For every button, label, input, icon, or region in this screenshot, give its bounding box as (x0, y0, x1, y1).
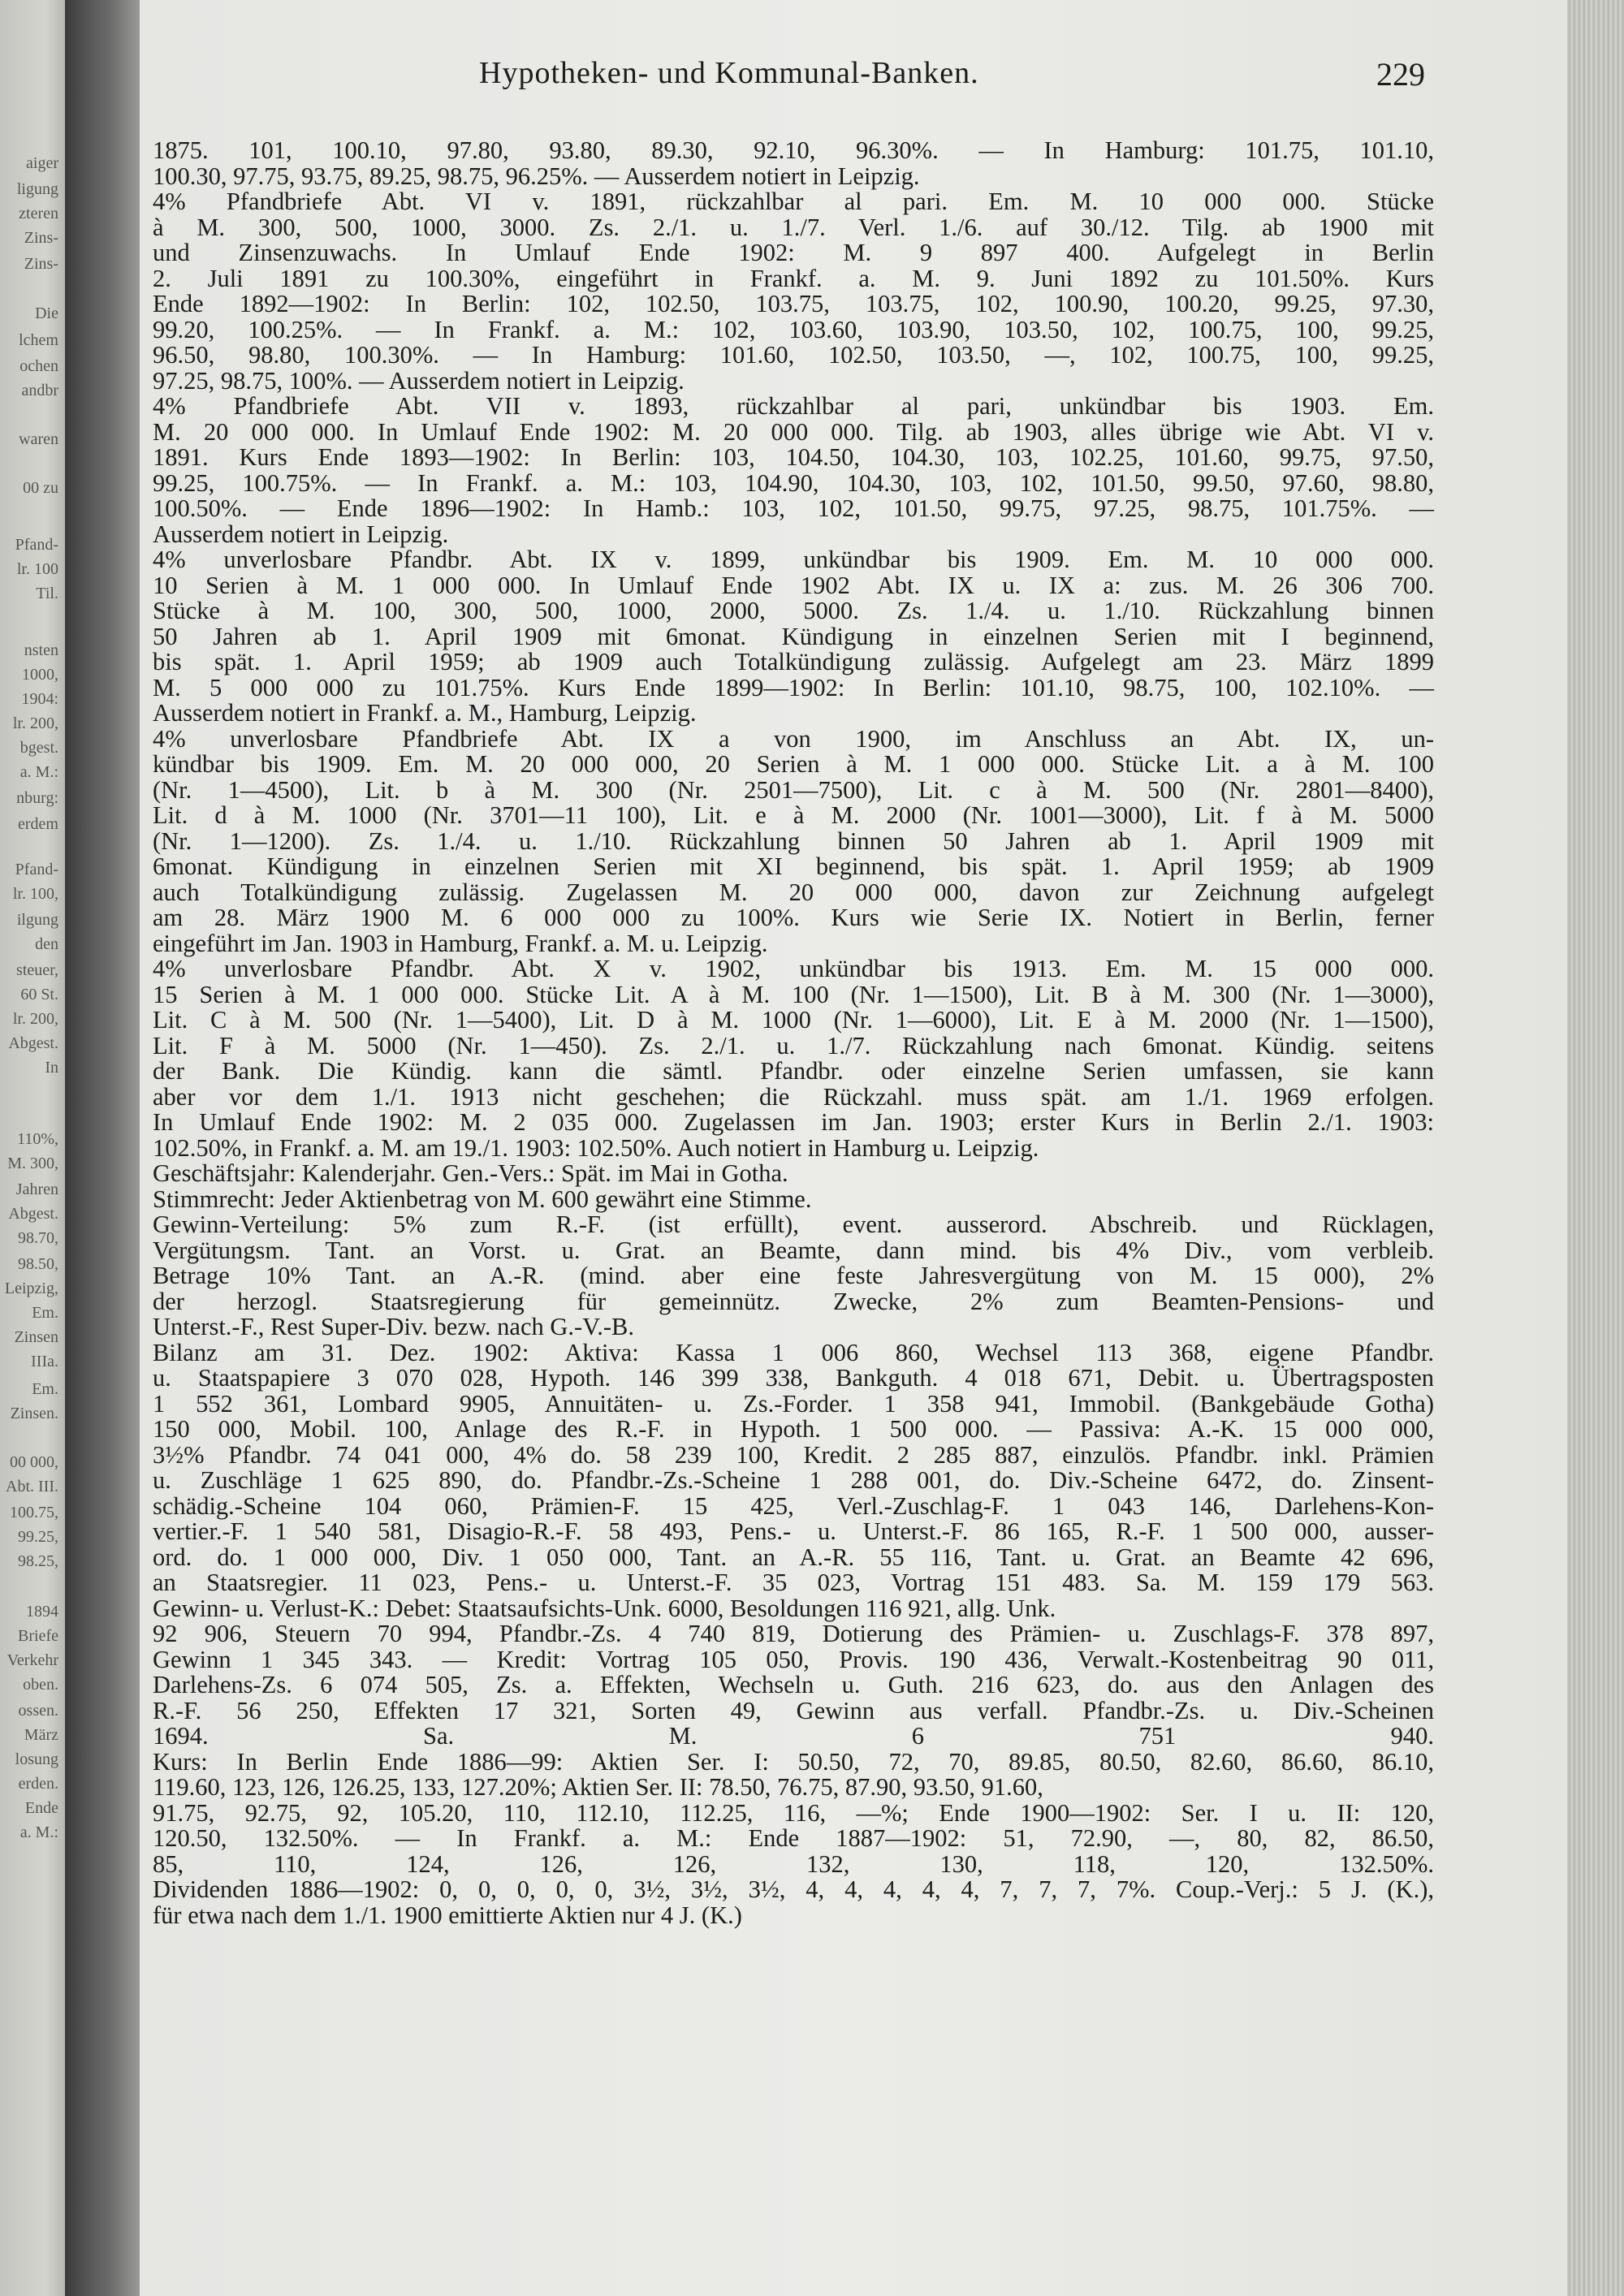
margin-fragment: lr. 100, (12, 885, 58, 903)
margin-fragment: In (45, 1059, 58, 1077)
margin-fragment: ilgung (16, 911, 58, 929)
text-line: Stimmrecht: Jeder Aktienbetrag von M. 600 gewährt eine Stimme. (153, 1185, 812, 1213)
margin-fragment: erdem (18, 815, 58, 833)
text-line: für etwa nach dem 1./1. 1900 emittierte Aktien nur 4 J. (K.) (153, 1901, 742, 1929)
margin-fragment: 98.25, (18, 1552, 58, 1570)
margin-fragment: Verkehr (6, 1651, 58, 1669)
text-line: 4% unverlosbare Pfandbriefe Abt. IX a von 1900, im Anschluss an Abt. IX, un- (153, 724, 1434, 753)
text-line: und Zinsenzuwachs. In Umlauf Ende 1902: M. 9 897 400. Aufgelegt in Berlin (153, 239, 1434, 266)
text-line: 3½% Pfandbr. 74 041 000, 4% do. 58 239 100, Kredit. 2 285 887, einzulös. Pfandbr. inkl. Prämien (153, 1440, 1434, 1469)
text-line: 92 906, Steuern 70 994, Pfandbr.-Zs. 4 740 819, Dotierung des Prämien- u. Zuschlags-F. 378 897, (153, 1620, 1434, 1647)
text-line: Darlehens-Zs. 6 074 505, Zs. a. Effekten, Wechseln u. Guth. 216 623, do. aus den Anlagen des (153, 1671, 1434, 1698)
text-line: R.-F. 56 250, Effekten 17 321, Sorten 49, Gewinn aus verfall. Pfandbr.-Zs. u. Div.-Scheinen (153, 1696, 1434, 1724)
text-line: 119.60, 123, 126, 126.25, 133, 127.20%; Aktien Ser. II: 78.50, 76.75, 87.90, 93.50, 91.60, (153, 1773, 1043, 1801)
text-line: 96.50, 98.80, 100.30%. — In Hamburg: 101.60, 102.50, 103.50, —, 102, 100.75, 100, 99.25, (153, 341, 1434, 369)
text-line: 99.20, 100.25%. — In Frankf. a. M.: 102, 103.60, 103.90, 103.50, 102, 100.75, 100, 99.25, (153, 315, 1434, 343)
text-line: 6monat. Kündigung in einzelnen Serien mit XI beginnend, bis spät. 1. April 1959; ab 1909 (153, 852, 1434, 880)
margin-fragment: Pfand- (15, 536, 58, 554)
margin-fragment: IIIa. (31, 1353, 58, 1370)
margin-fragment: 98.70, (18, 1229, 58, 1247)
text-line: 2. Juli 1891 zu 100.30%, eingeführt in Frankf. a. M. 9. Juni 1892 zu 101.50%. Kurs (153, 264, 1434, 292)
margin-fragment: 99.25, (18, 1528, 58, 1546)
text-line: 102.50%, in Frankf. a. M. am 19./1. 1903: 102.50%. Auch notiert in Hamburg u. Leipzig. (153, 1133, 1039, 1162)
text-line: am 28. März 1900 M. 6 000 000 zu 100%. Kurs wie Serie IX. Notiert in Berlin, ferner (153, 904, 1434, 931)
margin-fragment: 1904: (21, 690, 58, 708)
book-spine (65, 0, 140, 2296)
margin-fragment: Zinsen (14, 1328, 58, 1346)
margin-fragment: oben. (23, 1676, 58, 1694)
margin-fragment: lr. 200, (12, 1010, 58, 1028)
page-edges (1567, 0, 1624, 2296)
text-line: (Nr. 1—1200). Zs. 1./4. u. 1./10. Rückzahlung binnen 50 Jahren ab 1. April 1909 mit (153, 826, 1434, 855)
page-number: 229 (1376, 56, 1425, 93)
text-line: 99.25, 100.75%. — In Frankf. a. M.: 103, 104.90, 104.30, 103, 102, 101.50, 99.50, 97.60, 98.80, (153, 468, 1434, 497)
margin-fragment: erden. (18, 1775, 58, 1793)
text-line: à M. 300, 500, 1000, 3000. Zs. 2./1. u. 1./7. Verl. 1./6. auf 30./12. Tilg. ab 1900 mit (153, 213, 1434, 241)
text-line: an Staatsregier. 11 023, Pens.- u. Unterst.-F. 35 023, Vortrag 151 483. Sa. M. 159 179 563. (153, 1569, 1434, 1596)
text-line: Betrage 10% Tant. an A.-R. (mind. aber eine feste Jahresvergütung von M. 15 000), 2% (153, 1262, 1434, 1289)
text-line: eingeführt im Jan. 1903 in Hamburg, Frankf. a. M. u. Leipzig. (153, 929, 768, 957)
body-text (153, 138, 1434, 1928)
text-line: 1875. 101, 100.10, 97.80, 93.80, 89.30, 92.10, 96.30%. — In Hamburg: 101.75, 101.10, (153, 136, 1434, 164)
text-line: Vergütungsm. Tant. an Vorst. u. Grat. an Beamte, dann mind. bis 4% Div., vom verbleib. (153, 1236, 1434, 1264)
margin-fragment: a. M.: (19, 1823, 58, 1841)
text-line: Lit. C à M. 500 (Nr. 1—5400), Lit. D à M. 1000 (Nr. 1—6000), Lit. E à M. 2000 (Nr. 1—1500), (153, 1006, 1434, 1034)
margin-fragment: 98.50, (18, 1255, 58, 1273)
text-line: Kurs: In Berlin Ende 1886—99: Aktien Ser. I: 50.50, 72, 70, 89.85, 80.50, 82.60, 86.60, 86.10, (153, 1747, 1434, 1776)
text-line: (Nr. 1—4500), Lit. b à M. 300 (Nr. 2501—7500), Lit. c à M. 500 (Nr. 2801—8400), (153, 775, 1434, 804)
margin-fragment: 00 000, (10, 1453, 58, 1471)
margin-fragment: den (35, 935, 58, 953)
text-line: Gewinn-Verteilung: 5% zum R.-F. (ist erfüllt), event. ausserord. Abschreib. und Rücklagen, (153, 1211, 1434, 1238)
margin-fragment: Abgest. (8, 1034, 58, 1052)
adjacent-page-margin (0, 0, 65, 2296)
margin-fragment: nsten (24, 641, 58, 659)
text-line: In Umlauf Ende 1902: M. 2 035 000. Zugelassen im Jan. 1903; erster Kurs in Berlin 2./1. 1903: (153, 1108, 1434, 1136)
margin-fragment: Em. (32, 1380, 58, 1398)
margin-fragment: Jahren (15, 1180, 58, 1198)
text-line: 4% Pfandbriefe Abt. VII v. 1893, rückzahlbar al pari, unkündbar bis 1903. Em. (153, 392, 1434, 420)
text-line: der herzogl. Staatsregierung für gemeinnütz. Zwecke, 2% zum Beamten-Pensions- und (153, 1287, 1434, 1315)
text-line: Lit. F à M. 5000 (Nr. 1—450). Zs. 2./1. u. 1./7. Rückzahlung nach 6monat. Kündig. seitens (153, 1031, 1434, 1060)
margin-fragment: Em. (32, 1304, 58, 1322)
margin-fragment: a. M.: (19, 763, 58, 781)
text-line: 100.50%. — Ende 1896—1902: In Hamb.: 103, 102, 101.50, 99.75, 97.25, 98.75, 101.75%. — (153, 494, 1434, 522)
margin-fragment: Zinsen. (10, 1405, 58, 1422)
margin-fragment: Leipzig, (4, 1280, 58, 1297)
page-header (479, 55, 1425, 101)
text-line: 97.25, 98.75, 100%. — Ausserdem notiert in Leipzig. (153, 366, 685, 395)
margin-fragment: März (24, 1726, 58, 1744)
text-line: 4% Pfandbriefe Abt. VI v. 1891, rückzahlbar al pari. Em. M. 10 000 000. Stücke (153, 188, 1434, 215)
text-line: 4% unverlosbare Pfandbr. Abt. IX v. 1899, unkündbar bis 1909. Em. M. 10 000 000. (153, 546, 1434, 573)
margin-fragment: lr. 100 (16, 560, 58, 578)
margin-fragment: andbr (21, 382, 58, 399)
margin-fragment: Zins- (24, 255, 58, 273)
margin-fragment: ochen (19, 357, 58, 375)
text-line: M. 20 000 000. In Umlauf Ende 1902: M. 20 000 000. Tilg. ab 1903, alles übrige wie Abt. VI v. (153, 417, 1434, 446)
margin-fragment: Til. (36, 585, 58, 602)
margin-fragment: nburg: (16, 789, 58, 807)
text-line: M. 5 000 000 zu 101.75%. Kurs Ende 1899—1902: In Berlin: 101.10, 98.75, 100, 102.10%. — (153, 673, 1434, 701)
margin-fragment: ligung (16, 180, 58, 198)
text-line: aber vor dem 1./1. 1913 nicht geschehen; die Rückzahl. muss spät. am 1./1. 1969 erfolgen. (153, 1082, 1434, 1111)
text-line: 85, 110, 124, 126, 126, 132, 130, 118, 120, 132.50%. (153, 1849, 1434, 1878)
text-line: 100.30, 97.75, 93.75, 89.25, 98.75, 96.25%. — Ausserdem notiert in Leipzig. (153, 162, 920, 190)
text-line: schädig.-Scheine 104 060, Prämien-F. 15 425, Verl.-Zuschlag-F. 1 043 146, Darlehens-Kon- (153, 1491, 1434, 1520)
text-line: Dividenden 1886—1902: 0, 0, 0, 0, 0, 3½, 3½, 3½, 4, 4, 4, 4, 4, 7, 7, 7, 7%. Coup.-Verj.: 5 J. (K.), (153, 1875, 1434, 1903)
margin-fragment: Briefe (18, 1627, 58, 1645)
margin-fragment: waren (19, 430, 58, 448)
margin-fragment: aiger (26, 154, 58, 172)
text-line: Ende 1892—1902: In Berlin: 102, 102.50, 103.75, 103.75, 102, 100.90, 100.20, 99.25, 97.30, (153, 290, 1434, 317)
text-line: kündbar bis 1909. Em. M. 20 000 000, 20 Serien à M. 1 000 000. Stücke Lit. a à M. 100 (153, 750, 1434, 778)
text-line: ord. do. 1 000 000, Div. 1 050 000, Tant. an A.-R. 55 116, Tant. u. Grat. an Beamte 42 696, (153, 1543, 1434, 1571)
margin-fragment: 100.75, (10, 1504, 58, 1521)
text-line: Stücke à M. 100, 300, 500, 1000, 2000, 5000. Zs. 1./4. u. 1./10. Rückzahlung binnen (153, 597, 1434, 624)
margin-fragment: lchem (19, 331, 58, 349)
running-title: Hypotheken- und Kommunal-Banken. (479, 56, 979, 90)
margin-fragment: Die (35, 304, 58, 322)
margin-fragment: 110%, (17, 1130, 58, 1148)
text-line: 15 Serien à M. 1 000 000. Stücke Lit. A à M. 100 (Nr. 1—1500), Lit. B à M. 300 (Nr. 1—3000), (153, 980, 1434, 1008)
text-line: 1891. Kurs Ende 1893—1902: In Berlin: 103, 104.50, 104.30, 103, 102.25, 101.60, 99.75, 97.50, (153, 443, 1434, 471)
text-line: u. Zuschläge 1 625 890, do. Pfandbr.-Zs.-Scheine 1 288 001, do. Div.-Scheine 6472, do. Zinsent- (153, 1466, 1434, 1494)
text-line: der Bank. Die Kündig. kann die sämtl. Pfandbr. oder einzelne Serien umfassen, sie kann (153, 1057, 1434, 1085)
text-line: 120.50, 132.50%. — In Frankf. a. M.: Ende 1887—1902: 51, 72.90, —, 80, 82, 86.50, (153, 1824, 1434, 1852)
margin-fragment: losung (15, 1750, 58, 1768)
margin-fragment: 1894 (26, 1603, 58, 1621)
margin-fragment: steuer, (16, 961, 58, 979)
text-line: Unterst.-F., Rest Super-Div. bezw. nach G.-V.-B. (153, 1313, 635, 1340)
margin-fragment: 60 St. (20, 986, 58, 1003)
text-line: vertier.-F. 1 540 581, Disagio-R.-F. 58 493, Pens.- u. Unterst.-F. 86 165, R.-F. 1 500 000, ausser- (153, 1517, 1434, 1545)
text-line: 1 552 361, Lombard 9905, Annuitäten- u. Zs.-Forder. 1 358 941, Immobil. (Bankgebäude Gotha) (153, 1389, 1434, 1418)
text-line: 10 Serien à M. 1 000 000. In Umlauf Ende 1902 Abt. IX u. IX a: zus. M. 26 306 700. (153, 571, 1434, 599)
margin-fragment: 00 zu (23, 479, 58, 497)
text-line: 4% unverlosbare Pfandbr. Abt. X v. 1902, unkündbar bis 1913. Em. M. 15 000 000. (153, 955, 1434, 982)
text-line: 1694. Sa. M. 6 751 940. (153, 1722, 1434, 1750)
text-line: Gewinn- u. Verlust-K.: Debet: Staatsaufsichts-Unk. 6000, Besoldungen 116 921, allg. Unk. (153, 1594, 1056, 1622)
text-line: auch Totalkündigung zulässig. Zugelassen M. 20 000 000, davon zur Zeichnung aufgelegt (153, 878, 1434, 906)
text-line: bis spät. 1. April 1959; ab 1909 auch Totalkündigung zulässig. Aufgelegt am 23. März 1899 (153, 648, 1434, 675)
margin-fragment: lr. 200, (12, 714, 58, 732)
text-line: Ausserdem notiert in Leipzig. (153, 520, 449, 548)
text-line: Gewinn 1 345 343. — Kredit: Vortrag 105 050, Provis. 190 436, Verwalt.-Kostenbeitrag 90 011, (153, 1645, 1434, 1673)
text-line: Geschäftsjahr: Kalenderjahr. Gen.-Vers.: Spät. im Mai in Gotha. (153, 1159, 788, 1187)
margin-fragment: Abt. III. (6, 1478, 58, 1495)
margin-fragment: M. 300, (7, 1154, 58, 1172)
text-line: Lit. d à M. 1000 (Nr. 3701—11 100), Lit. e à M. 2000 (Nr. 1001—3000), Lit. f à M. 5000 (153, 801, 1434, 829)
margin-fragment: bgest. (19, 739, 58, 757)
margin-fragment: Abgest. (8, 1205, 58, 1223)
margin-fragment: Zins- (24, 229, 58, 247)
text-line: 50 Jahren ab 1. April 1909 mit 6monat. Kündigung in einzelnen Serien mit I beginnend, (153, 622, 1434, 650)
text-line: Ausserdem notiert in Frankf. a. M., Hamburg, Leipzig. (153, 699, 697, 727)
margin-fragment: zteren (19, 205, 58, 222)
margin-fragment: 1000, (22, 666, 58, 684)
text-line: 150 000, Mobil. 100, Anlage des R.-F. in Hypoth. 1 500 000. — Passiva: A.-K. 15 000 000, (153, 1415, 1434, 1443)
text-line: 91.75, 92.75, 92, 105.20, 110, 112.10, 112.25, 116, —%; Ende 1900—1902: Ser. I u. II: 120, (153, 1798, 1434, 1827)
margin-fragment: Ende (24, 1799, 58, 1817)
text-line: u. Staatspapiere 3 070 028, Hypoth. 146 399 338, Bankguth. 4 018 671, Debit. u. Übertragsposten (153, 1364, 1434, 1392)
margin-fragment: Pfand- (15, 861, 58, 878)
margin-fragment: ossen. (18, 1702, 58, 1720)
text-line: Bilanz am 31. Dez. 1902: Aktiva: Kassa 1 006 860, Wechsel 113 368, eigene Pfandbr. (153, 1338, 1434, 1366)
